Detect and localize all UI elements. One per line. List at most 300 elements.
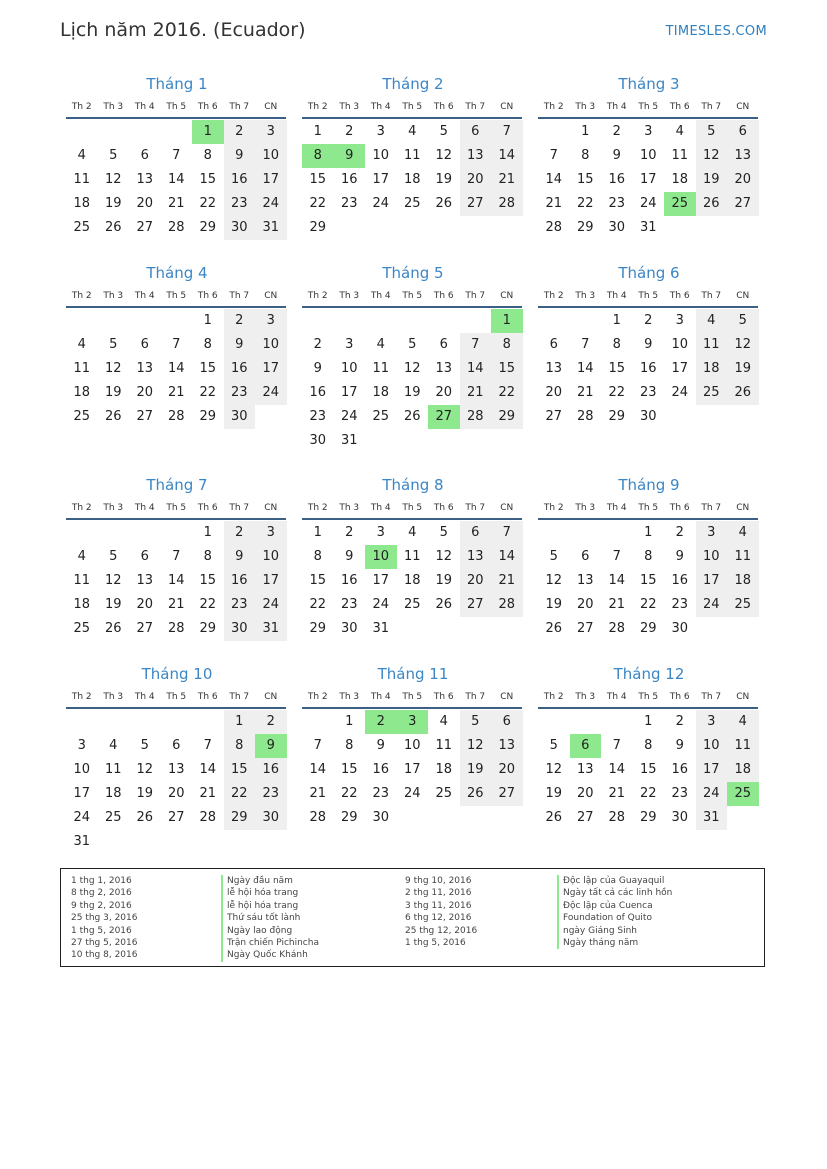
- day-cell: 15: [224, 758, 256, 782]
- weekday-label: CN: [500, 503, 514, 513]
- weekday-label: CN: [264, 102, 278, 112]
- month-name: Tháng 9: [618, 476, 680, 494]
- day-cell: 29: [199, 220, 217, 235]
- holiday-day-cell: 9: [255, 734, 287, 758]
- day-cell: 15: [199, 172, 217, 187]
- day-cell: 17: [696, 569, 728, 593]
- header-rule: [538, 518, 758, 520]
- day-cell: 7: [172, 337, 181, 352]
- month-name: Tháng 6: [618, 264, 680, 282]
- day-cell: 20: [167, 786, 185, 801]
- day-cell: 2: [612, 124, 621, 139]
- day-cell: 19: [104, 196, 122, 211]
- header-rule: [538, 707, 758, 709]
- day-cell: 26: [435, 597, 453, 612]
- day-grid: [302, 710, 524, 830]
- day-cell: 27: [460, 593, 492, 617]
- day-cell: 6: [140, 337, 149, 352]
- day-cell: 24: [372, 196, 390, 211]
- header-rule: [302, 306, 522, 308]
- day-cell: 26: [545, 621, 563, 636]
- day-cell: 21: [491, 168, 523, 192]
- day-cell: 5: [696, 120, 728, 144]
- day-cell: 11: [73, 361, 91, 376]
- legend-holiday-name: Foundation of Quito: [557, 912, 672, 924]
- month-block: [66, 68, 288, 240]
- weekday-label: Th 2: [71, 291, 92, 301]
- legend-date: 9 thg 10, 2016: [405, 876, 472, 886]
- day-cell: 6: [140, 549, 149, 564]
- day-cell: 31: [639, 220, 657, 235]
- weekday-header: [302, 287, 524, 305]
- day-cell: 8: [581, 148, 590, 163]
- day-cell: 9: [224, 333, 256, 357]
- weekday-label: Th 2: [543, 102, 564, 112]
- weekday-label: CN: [500, 692, 514, 702]
- day-cell: 19: [545, 597, 563, 612]
- day-cell: 23: [340, 196, 358, 211]
- day-cell: 23: [224, 192, 256, 216]
- day-cell: 17: [639, 172, 657, 187]
- day-cell: 4: [696, 309, 728, 333]
- month-name: Tháng 8: [382, 476, 444, 494]
- day-cell: 19: [104, 385, 122, 400]
- brand-link[interactable]: TIMESLES.COM: [665, 24, 767, 39]
- day-cell: 7: [612, 738, 621, 753]
- day-cell: 15: [309, 573, 327, 588]
- weekday-label: CN: [500, 102, 514, 112]
- weekday-label: Th 7: [465, 102, 486, 112]
- day-cell: 25: [696, 381, 728, 405]
- month-block: [538, 257, 760, 429]
- day-cell: 6: [439, 337, 448, 352]
- weekday-label: Th 3: [339, 692, 360, 702]
- day-cell: 23: [255, 782, 287, 806]
- day-cell: 10: [255, 545, 287, 569]
- day-cell: 28: [167, 409, 185, 424]
- weekday-label: Th 2: [71, 503, 92, 513]
- day-cell: 31: [255, 216, 287, 240]
- day-cell: 30: [639, 409, 657, 424]
- weekday-label: Th 3: [575, 503, 596, 513]
- day-cell: 17: [73, 786, 91, 801]
- legend-date: 9 thg 2, 2016: [71, 900, 132, 911]
- day-cell: 27: [576, 810, 594, 825]
- day-cell: 29: [608, 409, 626, 424]
- day-cell: 15: [608, 361, 626, 376]
- legend-holiday-name: Ngày tháng năm: [557, 937, 672, 949]
- weekday-label: Th 6: [669, 102, 690, 112]
- day-cell: 5: [439, 124, 448, 139]
- legend-holiday-name: lễ hội hóa trang: [221, 887, 319, 899]
- day-cell: 17: [255, 569, 287, 593]
- day-cell: 13: [136, 172, 154, 187]
- day-cell: 1: [313, 525, 322, 540]
- day-cell: 7: [491, 120, 523, 144]
- day-grid: [66, 710, 288, 854]
- day-cell: 6: [460, 521, 492, 545]
- day-cell: 28: [608, 621, 626, 636]
- day-cell: 1: [203, 525, 212, 540]
- legend-date: 3 thg 11, 2016: [405, 900, 472, 911]
- day-cell: 22: [199, 196, 217, 211]
- legend-date: 8 thg 2, 2016: [71, 888, 132, 899]
- day-cell: 22: [199, 597, 217, 612]
- weekday-label: Th 6: [197, 503, 218, 513]
- day-cell: 11: [727, 545, 759, 569]
- legend-date: 6 thg 12, 2016: [405, 913, 472, 924]
- day-cell: 17: [372, 573, 390, 588]
- day-cell: 11: [696, 333, 728, 357]
- day-cell: 20: [727, 168, 759, 192]
- month-block: [538, 68, 760, 240]
- day-cell: 28: [491, 593, 523, 617]
- day-cell: 29: [199, 621, 217, 636]
- day-cell: 5: [408, 337, 417, 352]
- day-cell: 30: [224, 216, 256, 240]
- day-cell: 12: [104, 573, 122, 588]
- day-cell: 17: [403, 762, 421, 777]
- day-cell: 14: [167, 172, 185, 187]
- weekday-label: Th 3: [103, 102, 124, 112]
- day-cell: 12: [104, 172, 122, 187]
- weekday-label: Th 7: [701, 291, 722, 301]
- day-cell: 4: [408, 124, 417, 139]
- day-cell: 19: [696, 168, 728, 192]
- day-cell: 2: [224, 521, 256, 545]
- day-cell: 6: [549, 337, 558, 352]
- day-grid: [66, 309, 288, 429]
- day-cell: 24: [639, 196, 657, 211]
- day-cell: 21: [167, 597, 185, 612]
- day-cell: 23: [309, 409, 327, 424]
- day-cell: 8: [203, 549, 212, 564]
- legend-holiday-name: Độc lập của Cuenca: [557, 900, 672, 912]
- day-cell: 22: [309, 196, 327, 211]
- day-grid: [302, 521, 524, 641]
- day-cell: 14: [460, 357, 492, 381]
- day-cell: 30: [340, 621, 358, 636]
- day-cell: 28: [576, 409, 594, 424]
- day-cell: 10: [73, 762, 91, 777]
- holiday-day-cell: 6: [570, 734, 602, 758]
- day-cell: 25: [73, 621, 91, 636]
- day-cell: 21: [545, 196, 563, 211]
- weekday-header: [66, 688, 288, 706]
- day-cell: 5: [140, 738, 149, 753]
- legend-date: 1 thg 5, 2016: [405, 937, 466, 948]
- day-cell: 24: [255, 593, 287, 617]
- day-grid: [302, 120, 524, 240]
- day-cell: 24: [372, 597, 390, 612]
- day-cell: 2: [313, 337, 322, 352]
- day-cell: 4: [727, 521, 759, 545]
- day-cell: 6: [172, 738, 181, 753]
- weekday-label: Th 6: [197, 291, 218, 301]
- weekday-label: Th 7: [465, 692, 486, 702]
- day-cell: 18: [403, 172, 421, 187]
- day-cell: 27: [491, 782, 523, 806]
- day-cell: 15: [340, 762, 358, 777]
- day-cell: 4: [109, 738, 118, 753]
- day-cell: 31: [372, 621, 390, 636]
- day-cell: 27: [576, 621, 594, 636]
- weekday-label: Th 4: [606, 102, 627, 112]
- day-cell: 13: [136, 361, 154, 376]
- day-cell: 15: [491, 357, 523, 381]
- day-cell: 12: [136, 762, 154, 777]
- day-cell: 16: [671, 762, 689, 777]
- day-cell: 2: [224, 120, 256, 144]
- weekday-label: Th 6: [433, 291, 454, 301]
- legend-holiday-name: ngày Giáng Sinh: [557, 925, 672, 937]
- day-cell: 30: [372, 810, 390, 825]
- day-cell: 10: [696, 545, 728, 569]
- day-cell: 26: [104, 621, 122, 636]
- day-cell: 20: [136, 196, 154, 211]
- day-cell: 4: [77, 549, 86, 564]
- day-cell: 12: [403, 361, 421, 376]
- day-cell: 23: [372, 786, 390, 801]
- day-cell: 3: [376, 124, 385, 139]
- day-cell: 18: [372, 385, 390, 400]
- legend-date: 1 thg 1, 2016: [71, 876, 132, 886]
- day-cell: 3: [255, 309, 287, 333]
- weekday-label: Th 5: [638, 102, 659, 112]
- legend-dates-left: [71, 875, 137, 962]
- day-cell: 11: [435, 738, 453, 753]
- day-cell: 5: [549, 549, 558, 564]
- holiday-day-cell: 9: [334, 144, 366, 168]
- day-cell: 10: [403, 738, 421, 753]
- day-cell: 7: [612, 549, 621, 564]
- day-cell: 16: [255, 758, 287, 782]
- day-cell: 14: [309, 762, 327, 777]
- day-cell: 18: [73, 385, 91, 400]
- day-cell: 9: [376, 738, 385, 753]
- header-rule: [538, 306, 758, 308]
- weekday-header: [538, 98, 760, 116]
- day-cell: 13: [460, 144, 492, 168]
- day-cell: 20: [460, 569, 492, 593]
- weekday-label: Th 3: [103, 291, 124, 301]
- day-cell: 20: [576, 597, 594, 612]
- weekday-header: [302, 499, 524, 517]
- day-cell: 24: [340, 409, 358, 424]
- day-cell: 15: [309, 172, 327, 187]
- day-cell: 19: [435, 172, 453, 187]
- day-cell: 27: [460, 192, 492, 216]
- day-grid: [66, 521, 288, 641]
- day-cell: 7: [172, 148, 181, 163]
- day-cell: 4: [439, 714, 448, 729]
- day-cell: 27: [545, 409, 563, 424]
- day-cell: 9: [224, 144, 256, 168]
- day-grid: [538, 710, 760, 830]
- month-name: Tháng 1: [146, 75, 208, 93]
- weekday-label: Th 5: [166, 291, 187, 301]
- day-cell: 3: [255, 120, 287, 144]
- day-cell: 19: [403, 385, 421, 400]
- day-cell: 3: [77, 738, 86, 753]
- day-cell: 19: [435, 573, 453, 588]
- day-cell: 15: [199, 573, 217, 588]
- legend-date: 1 thg 5, 2016: [71, 925, 132, 936]
- weekday-label: Th 3: [575, 102, 596, 112]
- day-cell: 18: [435, 762, 453, 777]
- weekday-label: Th 6: [669, 503, 690, 513]
- day-cell: 31: [340, 433, 358, 448]
- holiday-day-cell: 8: [302, 144, 334, 168]
- day-cell: 4: [675, 124, 684, 139]
- day-cell: 2: [675, 714, 684, 729]
- day-grid: [66, 120, 288, 240]
- day-cell: 1: [644, 714, 653, 729]
- day-cell: 3: [696, 521, 728, 545]
- day-cell: 21: [167, 385, 185, 400]
- day-cell: 29: [199, 409, 217, 424]
- day-cell: 13: [491, 734, 523, 758]
- day-cell: 28: [167, 621, 185, 636]
- day-cell: 28: [491, 192, 523, 216]
- day-cell: 30: [671, 621, 689, 636]
- day-cell: 31: [73, 834, 91, 849]
- day-cell: 5: [439, 525, 448, 540]
- day-cell: 5: [109, 337, 118, 352]
- day-cell: 4: [408, 525, 417, 540]
- day-cell: 27: [167, 810, 185, 825]
- day-cell: 21: [608, 597, 626, 612]
- weekday-label: CN: [736, 102, 750, 112]
- day-cell: 18: [73, 597, 91, 612]
- weekday-label: Th 2: [307, 692, 328, 702]
- weekday-label: Th 5: [402, 102, 423, 112]
- holiday-day-cell: 25: [727, 782, 759, 806]
- weekday-label: Th 3: [339, 102, 360, 112]
- day-cell: 14: [608, 762, 626, 777]
- day-cell: 2: [345, 124, 354, 139]
- month-name: Tháng 10: [141, 665, 213, 683]
- day-cell: 13: [727, 144, 759, 168]
- day-cell: 8: [345, 738, 354, 753]
- weekday-label: CN: [736, 503, 750, 513]
- day-cell: 1: [224, 710, 256, 734]
- day-cell: 12: [696, 144, 728, 168]
- day-cell: 20: [136, 597, 154, 612]
- day-cell: 28: [167, 220, 185, 235]
- weekday-label: Th 7: [701, 692, 722, 702]
- day-cell: 11: [727, 734, 759, 758]
- weekday-label: Th 7: [229, 291, 250, 301]
- day-cell: 29: [224, 806, 256, 830]
- day-cell: 15: [199, 361, 217, 376]
- day-cell: 16: [224, 569, 256, 593]
- weekday-label: Th 4: [134, 102, 155, 112]
- day-cell: 23: [224, 381, 256, 405]
- holiday-day-cell: 27: [428, 405, 460, 429]
- month-name: Tháng 3: [618, 75, 680, 93]
- day-cell: 26: [545, 810, 563, 825]
- day-cell: 28: [460, 405, 492, 429]
- day-cell: 21: [167, 196, 185, 211]
- legend-holiday-name: Trận chiến Pichincha: [221, 937, 319, 949]
- weekday-label: Th 7: [465, 291, 486, 301]
- day-cell: 29: [491, 405, 523, 429]
- weekday-label: Th 5: [402, 291, 423, 301]
- day-cell: 8: [644, 738, 653, 753]
- weekday-label: Th 4: [606, 503, 627, 513]
- day-cell: 7: [491, 521, 523, 545]
- day-cell: 21: [608, 786, 626, 801]
- day-cell: 12: [545, 573, 563, 588]
- day-cell: 5: [549, 738, 558, 753]
- weekday-label: Th 7: [229, 503, 250, 513]
- day-cell: 4: [727, 710, 759, 734]
- day-cell: 26: [136, 810, 154, 825]
- legend-date: 25 thg 12, 2016: [405, 925, 478, 936]
- legend-holiday-name: Độc lập của Guayaquil: [557, 875, 672, 887]
- day-cell: 18: [104, 786, 122, 801]
- day-cell: 28: [608, 810, 626, 825]
- day-cell: 13: [576, 762, 594, 777]
- day-cell: 5: [109, 148, 118, 163]
- month-block: [302, 257, 524, 453]
- day-cell: 23: [224, 593, 256, 617]
- day-cell: 19: [727, 357, 759, 381]
- day-cell: 11: [403, 148, 421, 163]
- day-cell: 29: [639, 621, 657, 636]
- weekday-header: [538, 688, 760, 706]
- day-cell: 12: [545, 762, 563, 777]
- weekday-header: [66, 499, 288, 517]
- day-cell: 22: [639, 786, 657, 801]
- day-cell: 22: [608, 385, 626, 400]
- header-rule: [538, 117, 758, 119]
- day-cell: 30: [224, 617, 256, 641]
- weekday-label: Th 2: [71, 692, 92, 702]
- day-cell: 21: [199, 786, 217, 801]
- day-cell: 10: [696, 734, 728, 758]
- weekday-label: Th 6: [669, 291, 690, 301]
- day-cell: 10: [255, 333, 287, 357]
- day-cell: 1: [313, 124, 322, 139]
- day-cell: 10: [255, 144, 287, 168]
- day-cell: 25: [403, 597, 421, 612]
- day-cell: 29: [340, 810, 358, 825]
- legend-holiday-name: Ngày đầu năm: [221, 875, 319, 887]
- day-cell: 6: [727, 120, 759, 144]
- day-cell: 10: [340, 361, 358, 376]
- day-cell: 3: [376, 525, 385, 540]
- day-cell: 4: [376, 337, 385, 352]
- day-cell: 6: [491, 710, 523, 734]
- day-cell: 17: [696, 758, 728, 782]
- day-cell: 16: [372, 762, 390, 777]
- month-block: [302, 658, 524, 830]
- day-grid: [538, 309, 760, 429]
- day-cell: 1: [581, 124, 590, 139]
- day-cell: 2: [224, 309, 256, 333]
- day-cell: 19: [545, 786, 563, 801]
- day-cell: 23: [671, 597, 689, 612]
- weekday-header: [302, 688, 524, 706]
- day-cell: 12: [104, 361, 122, 376]
- day-cell: 18: [696, 357, 728, 381]
- holiday-day-cell: 10: [365, 545, 397, 569]
- weekday-label: Th 4: [370, 102, 391, 112]
- day-cell: 17: [671, 361, 689, 376]
- day-cell: 12: [727, 333, 759, 357]
